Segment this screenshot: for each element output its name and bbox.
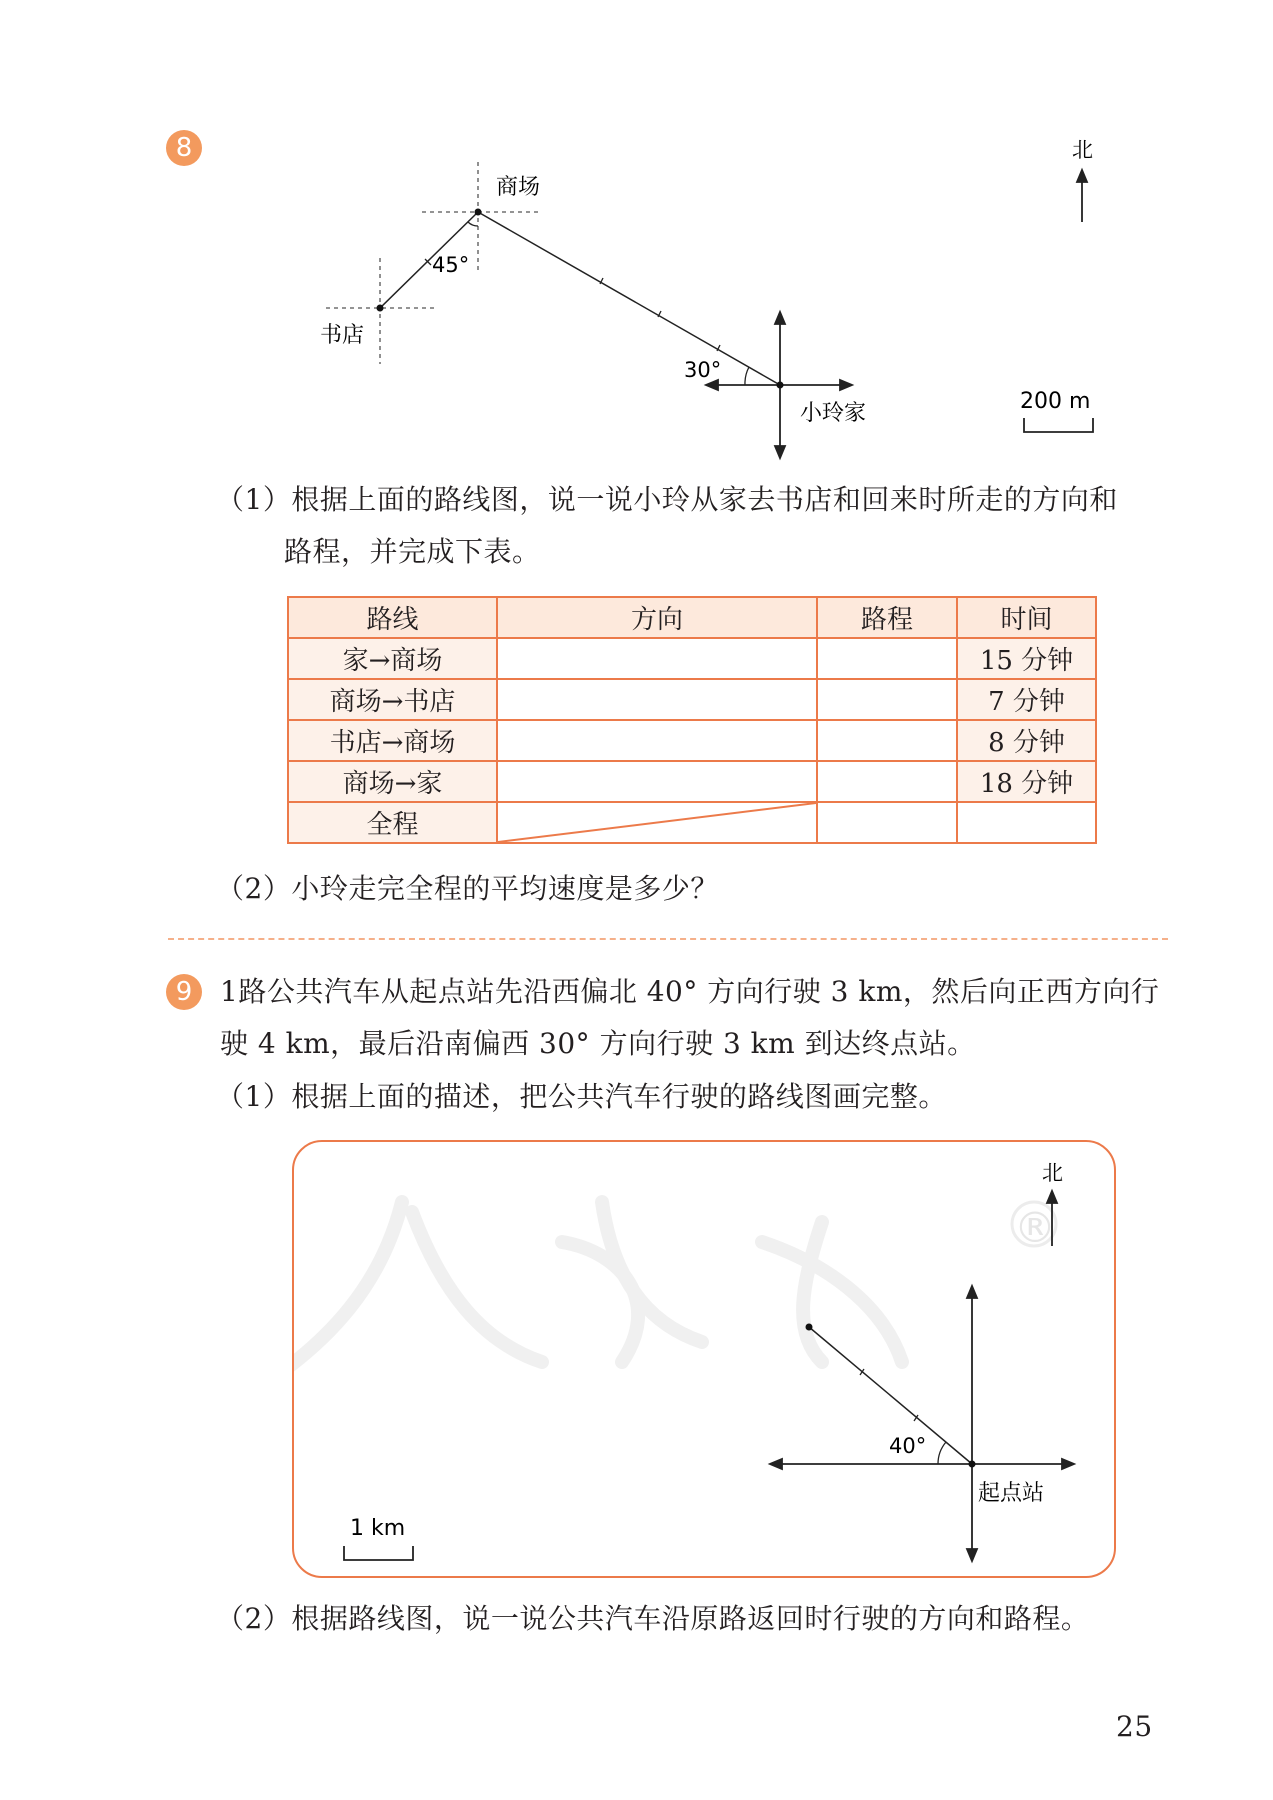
problem-8-question-2: （2）小玲走完全程的平均速度是多少？ <box>216 872 719 905</box>
bookstore-point <box>377 305 384 312</box>
home-label: 小玲家 <box>800 401 867 426</box>
header-route: 路线 <box>288 597 497 638</box>
header-distance: 路程 <box>817 597 957 638</box>
angle-45-label: 45° <box>432 253 470 277</box>
scale-label-9: 1 km <box>350 1516 406 1541</box>
problem-8-question-1-line-1: （1）根据上面的路线图，说一说小玲从家去书店和回来时所走的方向和 <box>216 483 1118 516</box>
route-cell: 书店→商场 <box>288 720 497 761</box>
problem-8-badge: 8 <box>166 130 202 166</box>
problem-9-badge: 9 <box>166 974 202 1010</box>
section-divider <box>168 938 1168 940</box>
problem-9-question-2: （2）根据路线图，说一说公共汽车沿原路返回时行驶的方向和路程。 <box>216 1602 1090 1635</box>
table-row <box>288 761 1096 802</box>
time-cell: 18 分钟 <box>957 761 1096 802</box>
table-row <box>288 638 1096 679</box>
time-cell: 8 分钟 <box>957 720 1096 761</box>
time-cell: 7 分钟 <box>957 679 1096 720</box>
diagonal-strike <box>498 803 816 842</box>
angle-30-label: 30° <box>684 358 722 382</box>
table-row <box>288 679 1096 720</box>
watermark <box>294 1202 902 1392</box>
problem-8-route-map <box>300 125 1120 465</box>
scale-bar-9 <box>344 1546 413 1560</box>
distance-cell[interactable] <box>817 802 957 843</box>
direction-cell[interactable] <box>497 638 817 679</box>
distance-cell[interactable] <box>817 720 957 761</box>
home-point <box>777 382 784 389</box>
first-leg-end-point <box>806 1324 813 1331</box>
direction-cell[interactable] <box>497 679 817 720</box>
direction-cell-crossed <box>497 802 817 843</box>
bookstore-label: 书店 <box>320 323 365 348</box>
distance-cell[interactable] <box>817 679 957 720</box>
problem-9-map-frame <box>292 1140 1116 1578</box>
distance-cell[interactable] <box>817 761 957 802</box>
header-direction: 方向 <box>497 597 817 638</box>
problem-8-question-1-line-2: 路程，并完成下表。 <box>284 535 541 568</box>
watermark-registered-mark: ® <box>1014 1203 1056 1252</box>
scale-label-8: 200 m <box>1020 389 1091 414</box>
mall-point <box>475 209 482 216</box>
start-station-point <box>969 1461 976 1468</box>
distance-cell[interactable] <box>817 638 957 679</box>
route-cell: 商场→书店 <box>288 679 497 720</box>
problem-9-route-map <box>294 1142 1114 1576</box>
north-label-9: 北 <box>1042 1161 1063 1185</box>
page-number: 25 <box>1116 1710 1153 1743</box>
problem-9-text-line-2: 驶 4 km，最后沿南偏西 30° 方向行驶 3 km 到达终点站。 <box>220 1027 976 1060</box>
header-time: 时间 <box>957 597 1096 638</box>
start-station-label: 起点站 <box>978 1481 1045 1506</box>
time-cell: 15 分钟 <box>957 638 1096 679</box>
direction-cell[interactable] <box>497 761 817 802</box>
north-label-8: 北 <box>1072 138 1093 162</box>
scale-bar-8 <box>1024 418 1093 432</box>
table-header-row <box>288 597 1096 638</box>
problem-9-text-line-1: 1路公共汽车从起点站先沿西偏北 40° 方向行驶 3 km，然后向正西方向行 <box>220 975 1160 1008</box>
mall-home-segment <box>478 212 780 385</box>
table-row-total <box>288 802 1096 843</box>
mall-label: 商场 <box>496 175 541 200</box>
problem-9-question-1: （1）根据上面的描述，把公共汽车行驶的路线图画完整。 <box>216 1080 947 1113</box>
route-table <box>287 596 1097 844</box>
angle-40-label: 40° <box>889 1434 927 1458</box>
route-cell: 商场→家 <box>288 761 497 802</box>
route-cell: 家→商场 <box>288 638 497 679</box>
direction-cell[interactable] <box>497 720 817 761</box>
table-row <box>288 720 1096 761</box>
route-cell: 全程 <box>288 802 497 843</box>
time-cell[interactable] <box>957 802 1096 843</box>
